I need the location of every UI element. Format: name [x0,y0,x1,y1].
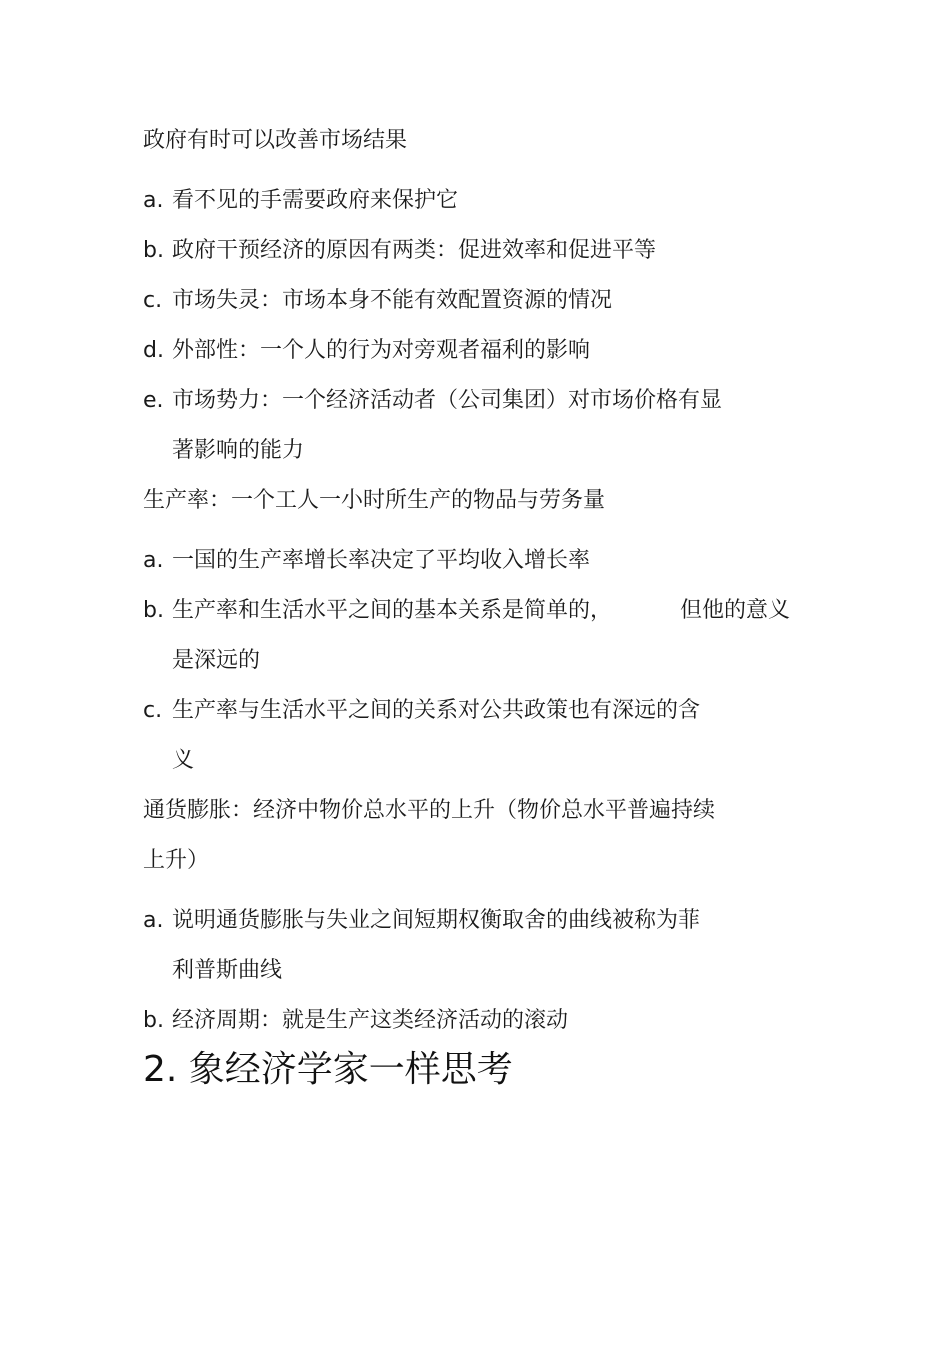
list-marker: c. [143,698,163,723]
list-marker: b. [143,238,164,263]
list-item-text: 生产率与生活水平之间的关系对公共政策也有深远的含 [172,698,701,723]
list-item-continuation: 著影响的能力 [172,438,305,463]
list-item-text-tail: 但他的意义 [680,598,791,623]
list-item-continuation: 是深远的 [172,648,261,673]
list-marker: d. [143,338,164,363]
list-item-text: 一国的生产率增长率决定了平均收入增长率 [172,548,591,573]
section-title-productivity: 生产率：一个工人一小时所生产的物品与劳务量 [143,488,606,513]
list-marker: b. [143,1008,164,1033]
list-marker: b. [143,598,164,623]
list-item-text: 说明通货膨胀与失业之间短期权衡取舍的曲线被称为菲 [172,908,701,933]
list-item-text: 外部性：一个人的行为对旁观者福利的影响 [172,338,591,363]
list-marker: c. [143,288,163,313]
list-item-continuation: 义 [172,748,195,773]
section-title-inflation: 通货膨胀：经济中物价总水平的上升（物价总水平普遍持续 [143,798,716,823]
list-item-text: 经济周期：就是生产这类经济活动的滚动 [172,1008,569,1033]
list-marker: a. [143,548,164,573]
section-title-continuation: 上升） [143,848,210,873]
list-item-text: 生产率和生活水平之间的基本关系是简单的， [172,598,613,623]
list-marker: e. [143,388,164,413]
list-item-text: 市场失灵：市场本身不能有效配置资源的情况 [172,288,613,313]
list-marker: a. [143,188,164,213]
list-item-text: 市场势力：一个经济活动者（公司集团）对市场价格有显 [172,388,723,413]
section-heading: 2. 象经济学家一样思考 [143,1049,513,1090]
list-item-continuation: 利普斯曲线 [172,958,283,983]
section-title-government: 政府有时可以改善市场结果 [143,128,408,153]
list-marker: a. [143,908,164,933]
list-item-text: 政府干预经济的原因有两类：促进效率和促进平等 [172,238,657,263]
list-item-text: 看不见的手需要政府来保护它 [172,188,459,213]
